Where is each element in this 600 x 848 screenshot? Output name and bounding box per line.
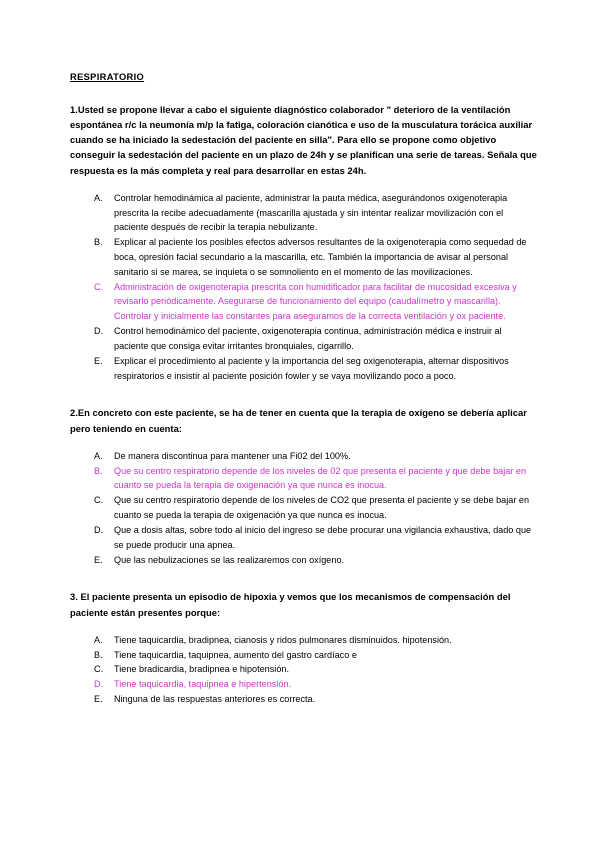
option-item[interactable] <box>94 191 538 235</box>
question-text-1: 1.Usted se propone llevar a cabo el siguiente diagnóstico colaborador " deterioro de la ventilación espontánea r/c la neumonía m/p la fatiga, coloración cianótica e uso de la musculatura torácica auxiliar cuando se ha iniciado la sedestación del paciente en silla". Para ello se propone como objetivo conseguir la sedestación del paciente en un plazo de 24h y se planifican una serie de tareas. Señala que respuesta es la más completa y real para desarrollar en estas 24h. <box>70 103 537 176</box>
option-item[interactable] <box>94 324 538 354</box>
option-letter: A. <box>94 450 103 461</box>
option-item[interactable] <box>94 553 538 568</box>
option-item[interactable] <box>94 523 538 553</box>
question-block-2 <box>70 405 538 567</box>
option-letter: B. <box>94 649 103 660</box>
option-text: Controlar hemodinámica al paciente, administrar la pauta médica, asegurándonos oxigenoterapia prescrita la recibe adecuadamente (mascarilla ajustada y sin intentar realizar movilización con el paciente después de recibir la terapia nebulizante. <box>114 192 508 233</box>
option-item-highlighted[interactable] <box>94 464 538 494</box>
option-letter: A. <box>94 634 103 645</box>
question-block-1 <box>70 102 538 384</box>
option-text: Tiene taquicardia, bradipnea, cianosis y ridos pulmonares disminuidos. hipotensión. <box>114 634 452 645</box>
option-text: Control hemodinámico del paciente, oxigenoterapia continua, administración médica e instruir al paciente que consiga evitar irritantes bronquiales, cigarrillo. <box>114 326 502 351</box>
option-letter: C. <box>94 495 104 506</box>
option-item[interactable] <box>94 692 538 707</box>
option-item[interactable] <box>94 662 538 677</box>
option-item[interactable] <box>94 235 538 279</box>
option-text: Administración de oxigenoterapia prescrita con humidificador para facilitar de mucosidad excesiva y revisarlo periódicamente. Asegurarse de funcionamiento del equipo (caudalímetro y mascarilla). Controlar y inicialmente las constantes para aseguramos de la correcta ventilación y ox paciente. <box>114 281 517 322</box>
question-text-2: 2.En concreto con este paciente, se ha de tener en cuenta que la terapia de oxígeno se debería aplicar pero teniendo en cuenta: <box>70 407 527 434</box>
option-text: Explicar el procedimiento al paciente y la importancia del seg oxigenoterapia, alternar dispositivos respiratorios e insistir al paciente posición fowler y se vaya movilizando poco a poco. <box>114 355 509 381</box>
option-letter: A. <box>94 192 103 203</box>
option-text: Que su centro respiratorio depende de los niveles de CO2 que presenta el paciente y se debe bajar en cuanto se pueda la terapia de oxigenación ya que nunca es inocua. <box>114 495 530 521</box>
option-letter: B. <box>94 237 103 248</box>
question-text-3: 3. El paciente presenta un episodio de hipoxia y vemos que los mecanismos de compensación del paciente están presentes porque: <box>70 591 511 618</box>
option-letter: C. <box>94 664 104 675</box>
option-item[interactable] <box>94 633 538 648</box>
option-text: Ninguna de las respuestas anteriores es correcta. <box>114 694 316 705</box>
option-letter: E. <box>94 554 103 565</box>
option-item[interactable] <box>94 493 538 523</box>
option-text: Que a dosis altas, sobre todo al inicio del ingreso se debe procurar una vigilancia exhaustiva, dado que se puede producir una apnea. <box>114 524 532 550</box>
option-text: Tiene bradicardia, bradipnea e hipotensión. <box>114 664 290 675</box>
options-list-3 <box>70 633 538 707</box>
option-letter: B. <box>94 465 103 476</box>
option-letter: C. <box>94 281 104 292</box>
option-letter: D. <box>94 679 104 690</box>
option-text: Que las nebulizaciones se las realizaremos con oxígeno. <box>114 554 345 565</box>
option-item[interactable] <box>94 648 538 663</box>
option-item-highlighted[interactable] <box>94 280 538 324</box>
option-text: De manera discontinua para mantener una Fi02 del 100%. <box>114 450 351 461</box>
question-block-3 <box>70 589 538 707</box>
options-list-2 <box>70 449 538 568</box>
option-item[interactable] <box>94 449 538 464</box>
option-letter: E. <box>94 694 103 705</box>
option-text: Tiene taquicardia, taquipnea, aumento del gastro cardíaco e <box>114 649 357 660</box>
option-text: Tiene taquicardia, taquipnea e hipertensión. <box>114 679 292 690</box>
option-letter: E. <box>94 355 103 366</box>
option-text: Explicar al paciente los posibles efectos adversos resultantes de la oxigenoterapia como sequedad de boca, opresión facial secundario a la mascarilla, etc. También la importancia de avisar al personal sanitario si se marea, se inquieta o se somnoliento en el momento de las movilizaciones. <box>114 237 527 277</box>
option-text: Que su centro respiratorio depende de los niveles de 02 que presenta el paciente y que debe bajar en cuanto se pueda la terapia de oxigenación ya que nunca es inocua. <box>114 465 527 491</box>
option-item[interactable] <box>94 354 538 384</box>
options-list-1 <box>70 191 538 384</box>
option-letter: D. <box>94 326 104 337</box>
option-letter: D. <box>94 524 104 535</box>
page-title: RESPIRATORIO <box>70 72 145 82</box>
option-item-highlighted[interactable] <box>94 677 538 692</box>
